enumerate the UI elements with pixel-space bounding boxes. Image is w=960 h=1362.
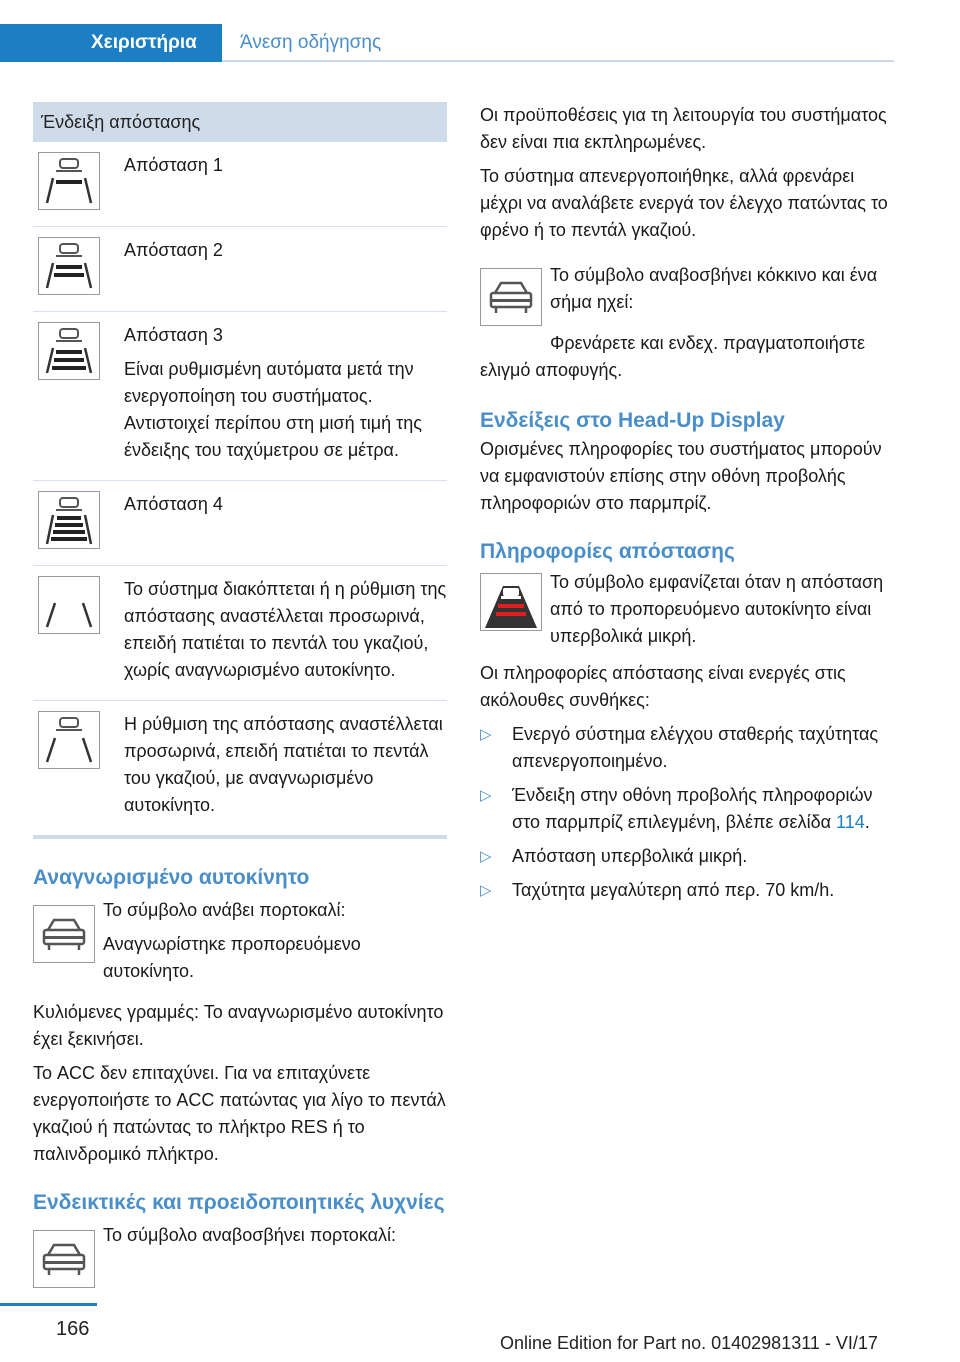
list-item: ▷ Απόσταση υπερβολικά μικρή. <box>480 843 894 870</box>
table-row <box>33 142 447 227</box>
hud-heading: Ενδείξεις στο Head-Up Display <box>480 409 785 432</box>
distance-label: Απόσταση 3 <box>124 325 223 345</box>
distance-description: Το σύστημα διακόπτεται ή η ρύθμιση της απόστασης αναστέλλεται προσωρινά, επειδή πατιέται το πεντάλ του γκαζιού, χωρίς αναγνωρισμένο αυτοκίνητο. <box>124 579 447 680</box>
distance-label: Απόσταση 2 <box>124 240 223 260</box>
distance-suspended-vehicle-icon <box>38 711 100 769</box>
distance-label: Απόσταση 1 <box>124 155 223 175</box>
vehicle-red-warning-icon <box>480 268 542 326</box>
acc-paragraph: Το ACC δεν επιταχύνει. Για να επιταχύνετε ενεργοποιήστε το ACC πατώντας για λίγο το πεντάλ γκαζιού ή πατώντας το πλήκτρο RES ή το παλινδρομικό πλήκτρο. <box>33 1063 446 1164</box>
triangle-bullet-icon: ▷ <box>480 848 492 865</box>
edition-text: Online Edition for Part no. 01402981311 - VI/17 <box>500 1333 878 1353</box>
warning-lamps-section <box>33 1190 447 1288</box>
warning-lamps-heading: Ενδεικτικές και προειδοποιητικές λυχνίες <box>33 1191 445 1214</box>
hud-paragraph: Ορισμένες πληροφορίες του συστήματος μπορούν να εμφανιστούν επίσης στην οθόνη προβολής πληροφοριών στο παρμπρίζ. <box>480 439 882 513</box>
header-divider <box>222 60 894 62</box>
evasive-maneuver-text: Φρενάρετε και ενδεχ. πραγματοποιήστε ελιγμό αποφυγής. <box>480 333 866 380</box>
table-row <box>33 481 447 566</box>
recognized-vehicle-icon <box>33 905 95 963</box>
recognized-vehicle-section <box>33 865 447 1168</box>
distance-info-paragraph: Οι πληροφορίες απόστασης είναι ενεργές στις ακόλουθες συνθήκες: <box>480 663 846 710</box>
blinking-red-text: Το σύμβολο αναβοσβήνει κόκκινο και ένα σήμα ηχεί: <box>550 265 878 312</box>
hud-distance-warning-icon <box>480 573 542 631</box>
recognized-vehicle-text-2: Αναγνωρίστηκε προπορευόμενο αυτοκίνητο. <box>103 934 361 981</box>
tab-driving-comfort[interactable]: Άνεση οδήγησης <box>240 32 382 53</box>
distance-description: Η ρύθμιση της απόστασης αναστέλλεται προσωρινά, επειδή πατιέται το πεντάλ του γκαζιού, με αναγνωρισμένο αυτοκίνητο. <box>124 714 443 815</box>
blinking-orange-text: Το σύμβολο αναβοσβήνει πορτοκαλί: <box>103 1225 397 1245</box>
tab-controls[interactable]: Χειριστήρια <box>0 24 222 62</box>
triangle-bullet-icon: ▷ <box>480 726 492 743</box>
list-item: ▷ Ταχύτητα μεγαλύτερη από περ. 70 km/h. <box>480 877 894 904</box>
right-column <box>480 102 894 904</box>
conditions-paragraph: Οι προϋποθέσεις για τη λειτουργία του συστήματος δεν είναι πια εκπληρωμένες. <box>480 105 887 152</box>
recognized-vehicle-heading: Αναγνωρισμένο αυτοκίνητο <box>33 866 310 889</box>
table-row <box>33 566 447 701</box>
list-item: ▷ Ενεργό σύστημα ελέγχου σταθερής ταχύτητας απενεργοποιημένο. <box>480 721 894 775</box>
distance-info-heading: Πληροφορίες απόστασης <box>480 540 735 563</box>
distance-2-icon <box>38 237 100 295</box>
table-row <box>33 227 447 312</box>
footer-rule <box>0 1303 97 1306</box>
page-link[interactable]: 114 <box>836 812 865 832</box>
recognized-vehicle-text-1: Το σύμβολο ανάβει πορτοκαλί: <box>103 900 346 920</box>
distance-3-icon <box>38 322 100 380</box>
triangle-bullet-icon: ▷ <box>480 882 492 899</box>
table-bottom-rule <box>33 835 447 839</box>
left-column <box>33 102 447 1288</box>
distance-table-header: Ένδειξη απόστασης <box>33 102 447 142</box>
distance-1-icon <box>38 152 100 210</box>
triangle-bullet-icon: ▷ <box>480 787 492 804</box>
distance-label: Απόσταση 4 <box>124 494 223 514</box>
table-row <box>33 701 447 835</box>
moving-lines-paragraph: Κυλιόμενες γραμμές: Το αναγνωρισμένο αυτοκίνητο έχει ξεκινήσει. <box>33 1002 444 1049</box>
table-row <box>33 312 447 481</box>
header <box>0 0 894 62</box>
distance-interrupted-icon <box>38 576 100 634</box>
distance-info-icon-text: Το σύμβολο εμφανίζεται όταν η απόσταση από το προπορευόμενο αυτοκίνητο είναι υπερβολικά μικρή. <box>550 572 884 646</box>
list-item: ▷ Ένδειξη στην οθόνη προβολής πληροφοριών στο παρμπρίζ επιλεγμένη, βλέπε σελίδα 114. <box>480 782 894 836</box>
braking-paragraph: Το σύστημα απενεργοποιήθηκε, αλλά φρενάρει μέχρι να αναλάβετε ενεργά τον έλεγχο πατώντας το φρένο ή το πεντάλ γκαζιού. <box>480 166 888 240</box>
conditions-list <box>480 721 894 904</box>
distance-description: Είναι ρυθμισμένη αυτόματα μετά την ενεργοποίηση του συστήματος. Αντιστοιχεί περίπου στη μισή τιμή της ένδειξης του ταχύμετρου σε μέτρα. <box>124 359 422 460</box>
distance-4-icon <box>38 491 100 549</box>
vehicle-warning-icon <box>33 1230 95 1288</box>
page-number: 166 <box>56 1318 90 1340</box>
